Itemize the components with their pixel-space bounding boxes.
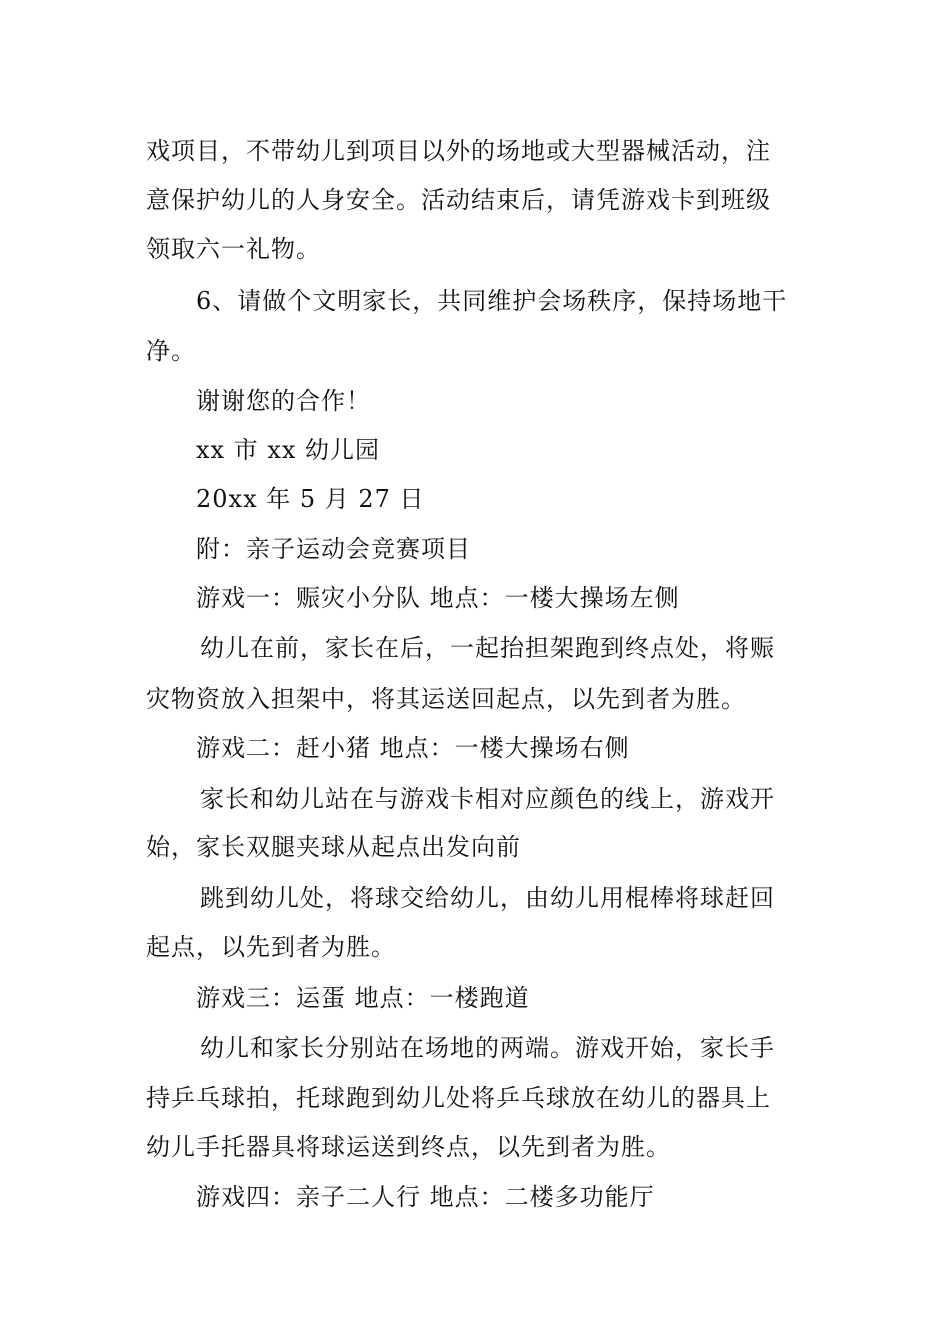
body-text-line: 意保护幼儿的人身安全。活动结束后，请凭游戏卡到班级 [146, 186, 771, 214]
list-item-6: 6、请做个文明家长，共同维护会场秩序，保持场地干 [196, 287, 788, 315]
closing-thanks: 谢谢您的合作！ [196, 387, 371, 415]
game-description-line: 跳到幼儿处，将球交给幼儿，由幼儿用棍棒将球赶回 [200, 884, 775, 912]
appendix-heading: 附：亲子运动会竞赛项目 [196, 535, 471, 563]
game-description-line: 起点，以先到者为胜。 [146, 933, 396, 961]
game-description-line: 灾物资放入担架中，将其运送回起点，以先到者为胜。 [146, 685, 746, 713]
game-heading: 游戏二：赶小猪 地点：一楼大操场右侧 [196, 734, 630, 762]
game-heading: 游戏一：赈灾小分队 地点：一楼大操场左侧 [196, 584, 680, 612]
game-description-line: 持乒乓球拍，托球跑到幼儿处将乒乓球放在幼儿的器具上 [146, 1084, 771, 1112]
game-description-line: 始，家长双腿夹球从起点出发向前 [146, 833, 521, 861]
body-text-line: 净。 [146, 337, 196, 365]
game-description-line: 幼儿和家长分别站在场地的两端。游戏开始，家长手 [200, 1034, 775, 1062]
body-text-line: 领取六一礼物。 [146, 235, 321, 263]
body-text-line: 戏项目，不带幼儿到项目以外的场地或大型器械活动，注 [146, 137, 771, 165]
signature-date: 20xx 年 5 月 27 日 [196, 485, 425, 513]
game-heading: 游戏三：运蛋 地点：一楼跑道 [196, 984, 530, 1012]
game-heading: 游戏四：亲子二人行 地点：二楼多功能厅 [196, 1183, 655, 1211]
game-description-line: 家长和幼儿站在与游戏卡相对应颜色的线上，游戏开 [200, 785, 775, 813]
game-description-line: 幼儿手托器具将球运送到终点，以先到者为胜。 [146, 1133, 671, 1161]
signature-org: xx 市 xx 幼儿园 [196, 436, 381, 464]
game-description-line: 幼儿在前，家长在后，一起抬担架跑到终点处，将赈 [200, 634, 775, 662]
